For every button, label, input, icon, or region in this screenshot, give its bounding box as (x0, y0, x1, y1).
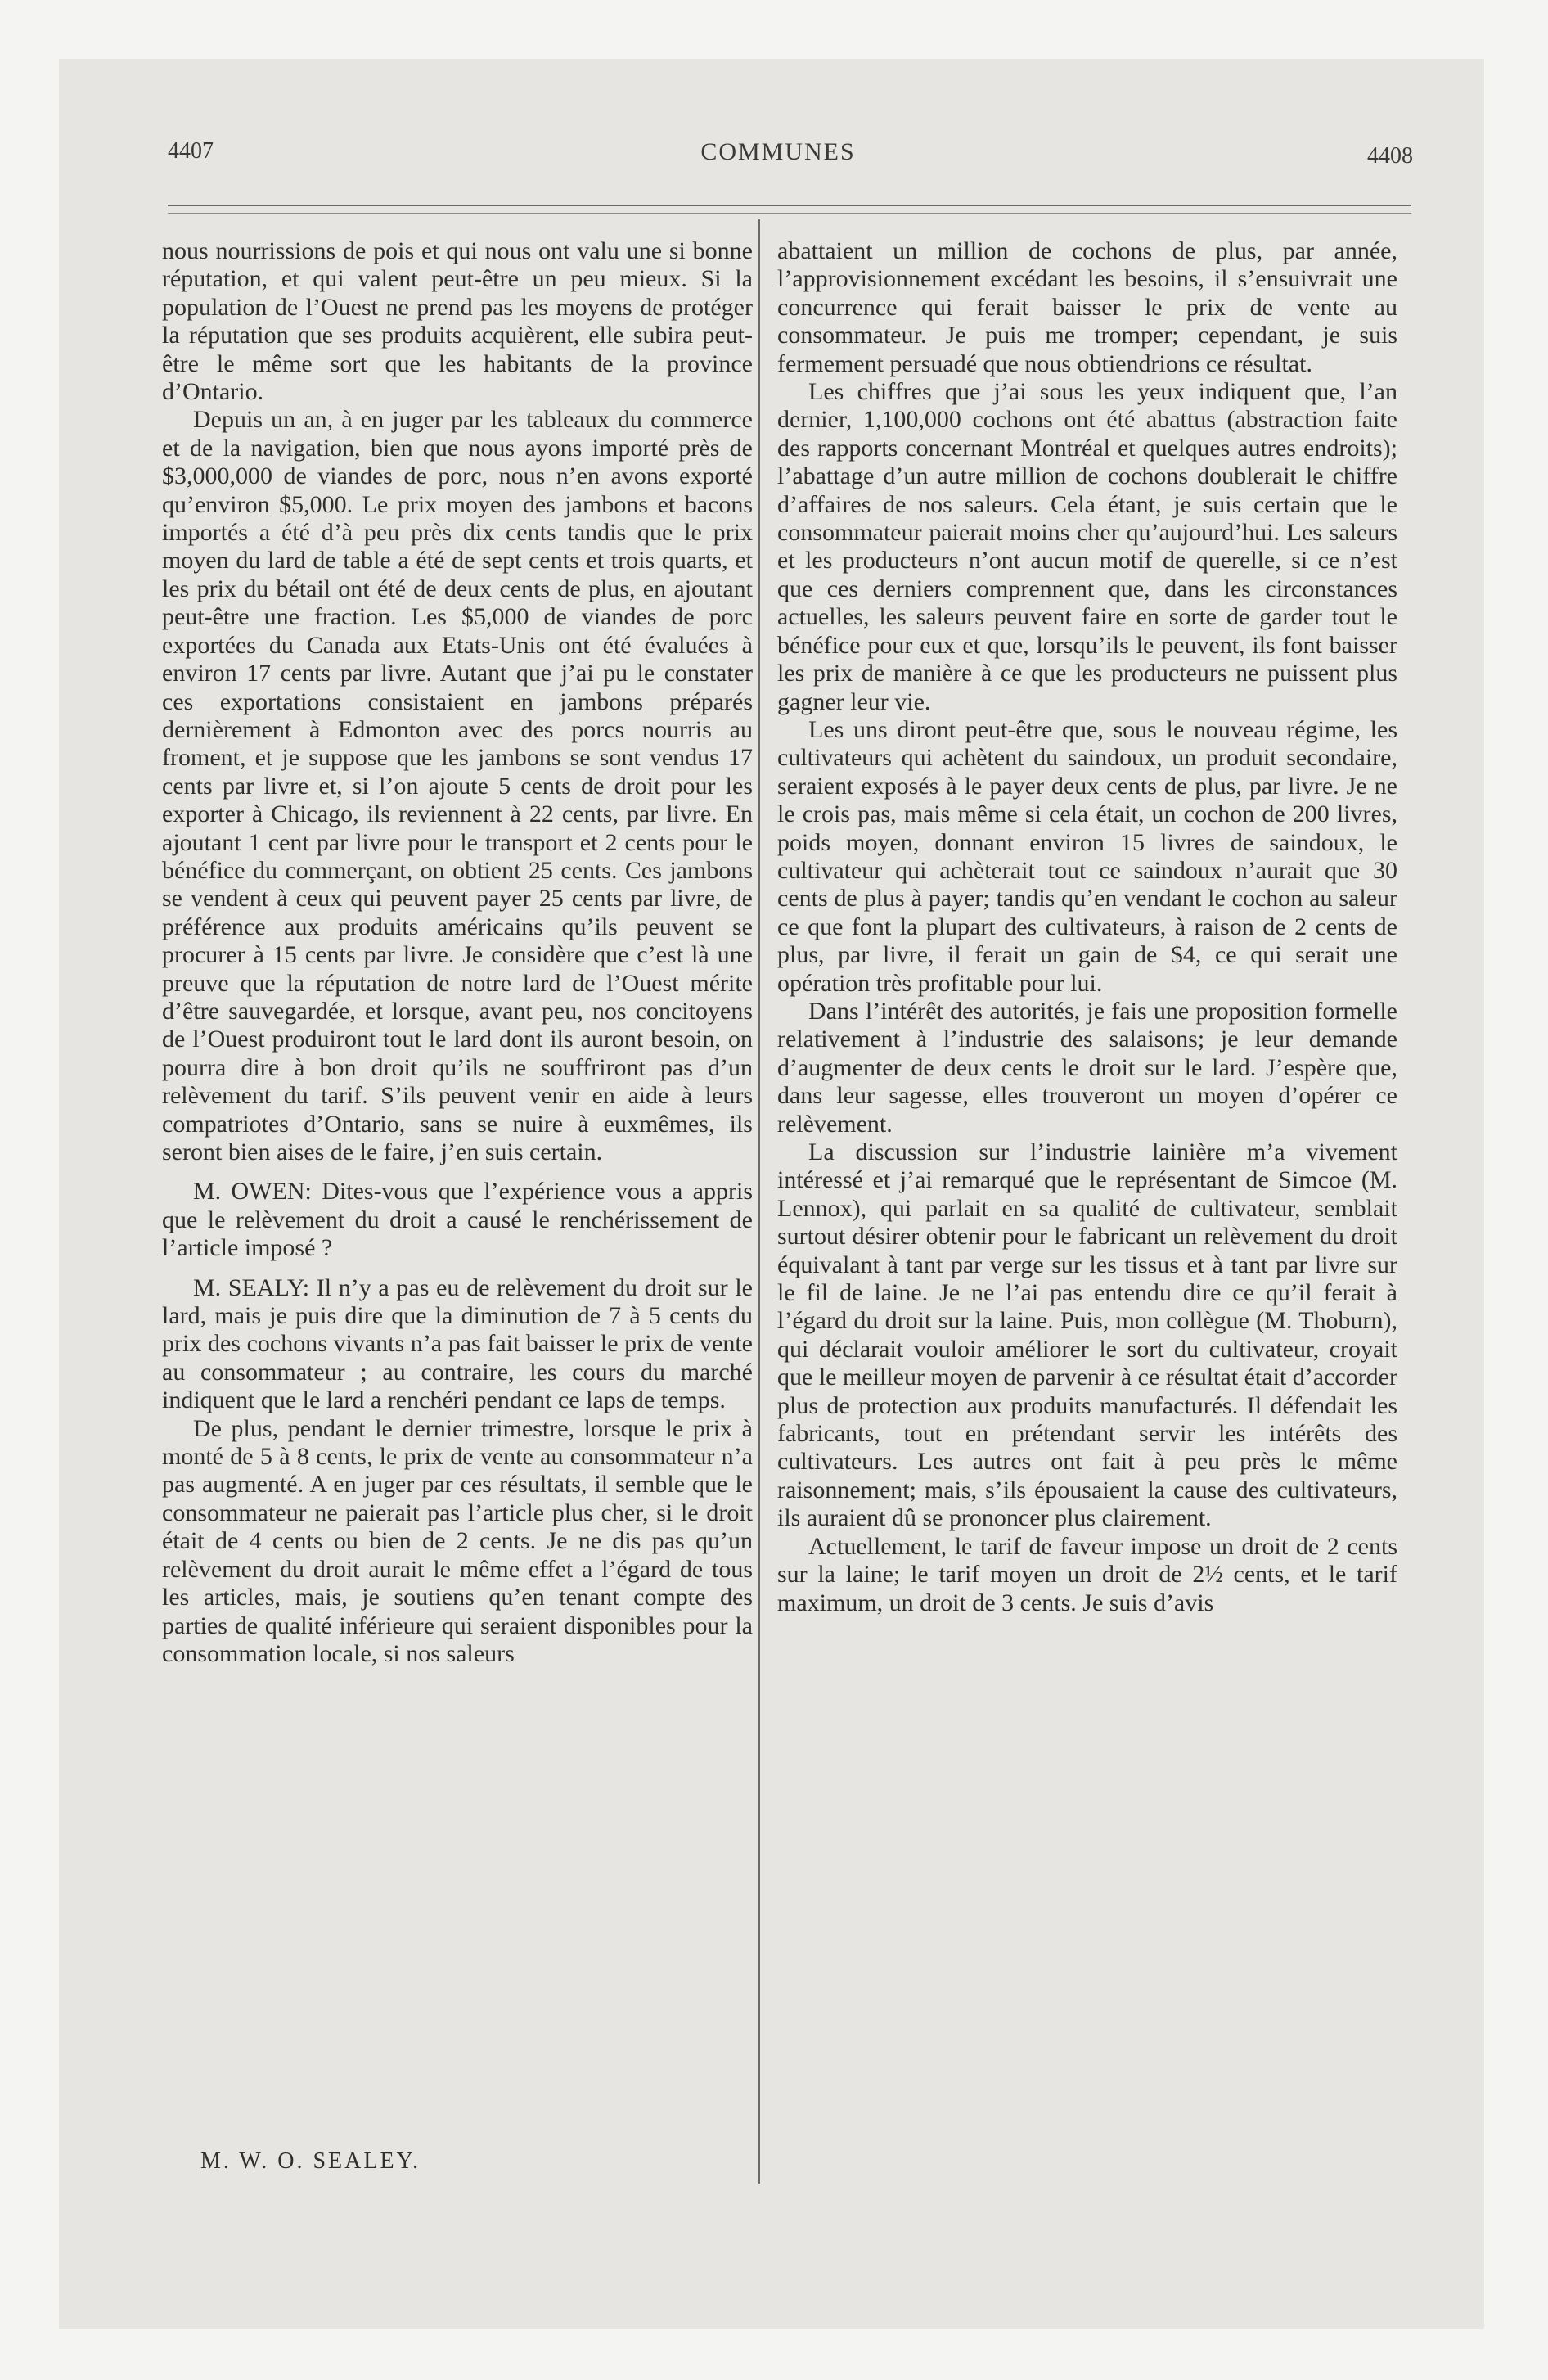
column-divider (758, 219, 760, 2184)
paragraph: M. OWEN: Dites-vous que l’expérience vous a appris que le relèvement du droit a causé le renchérissement de l’article imposé ? (162, 1178, 753, 1262)
left-column (162, 237, 753, 2144)
paragraph: M. SEALY: Il n’y a pas eu de relèvement du droit sur le lard, mais je puis dire que la diminution de 7 à 5 cents du prix des cochons vivants n’a pas fait baisser le prix de vente au consommateur ; au contraire, les cours du marché indiquent que le lard a renchéri pendant ce laps de temps. (162, 1273, 753, 1414)
paragraph: nous nourrissions de pois et qui nous ont valu une si bonne réputation, et qui valent peut-être un peu mieux. Si la population de l’Ouest ne prend pas les moyens de protéger la réputation que ses produits acquièrent, elle subira peut-être le même sort que les habitants de la province d’Ontario. (162, 237, 753, 406)
paragraph: La discussion sur l’industrie lainière m’a vivement intéressé et j’ai remarqué que le représentant de Simcoe (M. Lennox), qui parlait en sa qualité de cultivateur, semblait surtout désirer obtenir pour le fabricant un relèvement du droit équivalant à tant par verge sur les tissus et à tant par livre sur le fil de laine. Je ne l’ai pas entendu dire ce qu’il ferait à l’égard du droit sur la laine. Puis, mon collègue (M. Thoburn), qui déclarait vouloir améliorer le sort du cultivateur, croyait que le meilleur moyen de parvenir à ce résultat était d’accorder plus de protection aux produits manufacturés. Il défendait les fabricants, tout en prétendant servir les intérêts des cultivateurs. Les autres ont fait à peu près le même raisonnement; mais, s’ils épousaient la cause des cultivateurs, ils auraient dû se prononcer plus clairement. (777, 1138, 1397, 1532)
header-rule (168, 205, 1411, 214)
running-title: COMMUNES (700, 138, 856, 165)
paragraph: Les chiffres que j’ai sous les yeux indiquent que, l’an dernier, 1,100,000 cochons ont été abattus (abstraction faite des rapports concernant Montréal et quelques autres endroits); l’abattage d’un autre million de cochons doublerait le chiffre d’affaires de nos saleurs. Cela étant, je suis certain que le consommateur paierait moins cher qu’aujourd’hui. Les saleurs et les producteurs n’ont aucun motif de querelle, si ce n’est que ces derniers comprennent que, dans les circonstances actuelles, les saleurs peuvent faire en sorte de garder tout le bénéfice pour eux et que, lorsqu’ils le peuvent, ils font baisser les prix de manière à ce que les producteurs ne puissent plus gagner leur vie. (777, 378, 1397, 715)
signature: M. W. O. SEALEY. (200, 2148, 421, 2174)
paragraph: Depuis un an, à en juger par les tableaux du commerce et de la navigation, bien que nous ayons importé près de $3,000,000 de viandes de porc, nous n’en avons exporté qu’environ $5,000. Le prix moyen des jambons et bacons importés a été d’à peu près dix cents tandis que le prix moyen du lard de table a été de sept cents et trois quarts, et les prix du bétail ont été de deux cents de plus, en ajoutant peut-être une fraction. Les $5,000 de viandes de porc exportées du Canada aux Etats-Unis ont été évaluées à environ 17 cents par livre. Autant que j’ai pu le constater ces exportations consistaient en jambons préparés dernièrement à Edmonton avec des porcs nourris au froment, et je suppose que les jambons se sont vendus 17 cents par livre et, si l’on ajoute 5 cents de droit pour les exporter à Chicago, ils reviennent à 22 cents, par livre. En ajoutant 1 cent par livre pour le transport et 2 cents pour le bénéfice du commerçant, on obtient 25 cents. Ces jambons se vendent à ceux qui peuvent payer 25 cents par livre, de préférence aux produits américains qu’ils peuvent se procurer à 15 cents par livre. Je considère que c’est là une preuve que la réputation de notre lard de l’Ouest mérite d’être sauvegardée, et lorsque, avant peu, nos concitoyens de l’Ouest produiront tout le lard dont ils auront besoin, on pourra dire à bon droit qu’ils ne souffriront pas d’un relèvement du tarif. S’ils peuvent venir en aide à leurs compatriotes d’Ontario, sans se nuire à euxmêmes, ils seront bien aises de le faire, j’en suis certain. (162, 406, 753, 1165)
page-number-left: 4407 (168, 138, 214, 164)
page-header (110, 135, 1446, 176)
right-column (777, 237, 1397, 2144)
page-number-right: 4408 (1367, 143, 1413, 169)
paragraph: abattaient un million de cochons de plus, par année, l’approvisionnement excédant les besoins, il s’ensuivrait une concurrence qui ferait baisser le prix de vente au consommateur. Je puis me tromper; cependant, je suis fermement persuadé que nous obtiendrions ce résultat. (777, 237, 1397, 377)
paragraph: Les uns diront peut-être que, sous le nouveau régime, les cultivateurs qui achètent du saindoux, un produit secondaire, seraient exposés à le payer deux cents de plus, par livre. Je ne le crois pas, mais même si cela était, un cochon de 200 livres, poids moyen, donnant environ 15 livres de saindoux, le cultivateur qui achèterait tout ce saindoux n’aurait que 30 cents de plus à payer; tandis qu’en vendant le cochon au saleur ce que font la plupart des cultivateurs, à raison de 2 cents de plus, par livre, il ferait un gain de $4, ce qui serait une opération très profitable pour lui. (777, 715, 1397, 997)
paragraph: De plus, pendant le dernier trimestre, lorsque le prix à monté de 5 à 8 cents, le prix de vente au consommateur n’a pas augmenté. A en juger par ces résultats, il semble que le consommateur ne paierait pas l’article plus cher, si le droit était de 4 cents ou bien de 2 cents. Je ne dis pas qu’un relèvement du droit aurait le même effet a l’égard de tous les articles, mais, je soutiens qu’en tenant compte des parties de qualité inférieure qui seraient disponibles pour la consommation locale, si nos saleurs (162, 1414, 753, 1667)
paragraph: Actuellement, le tarif de faveur impose un droit de 2 cents sur la laine; le tarif moyen un droit de 2½ cents, et le tarif maximum, un droit de 3 cents. Je suis d’avis (777, 1532, 1397, 1616)
paragraph: Dans l’intérêt des autorités, je fais une proposition formelle relativement à l’industrie des salaisons; je leur demande d’augmenter de deux cents le droit sur le lard. J’espère que, dans leur sagesse, elles trouveront un moyen d’opérer ce relèvement. (777, 997, 1397, 1138)
